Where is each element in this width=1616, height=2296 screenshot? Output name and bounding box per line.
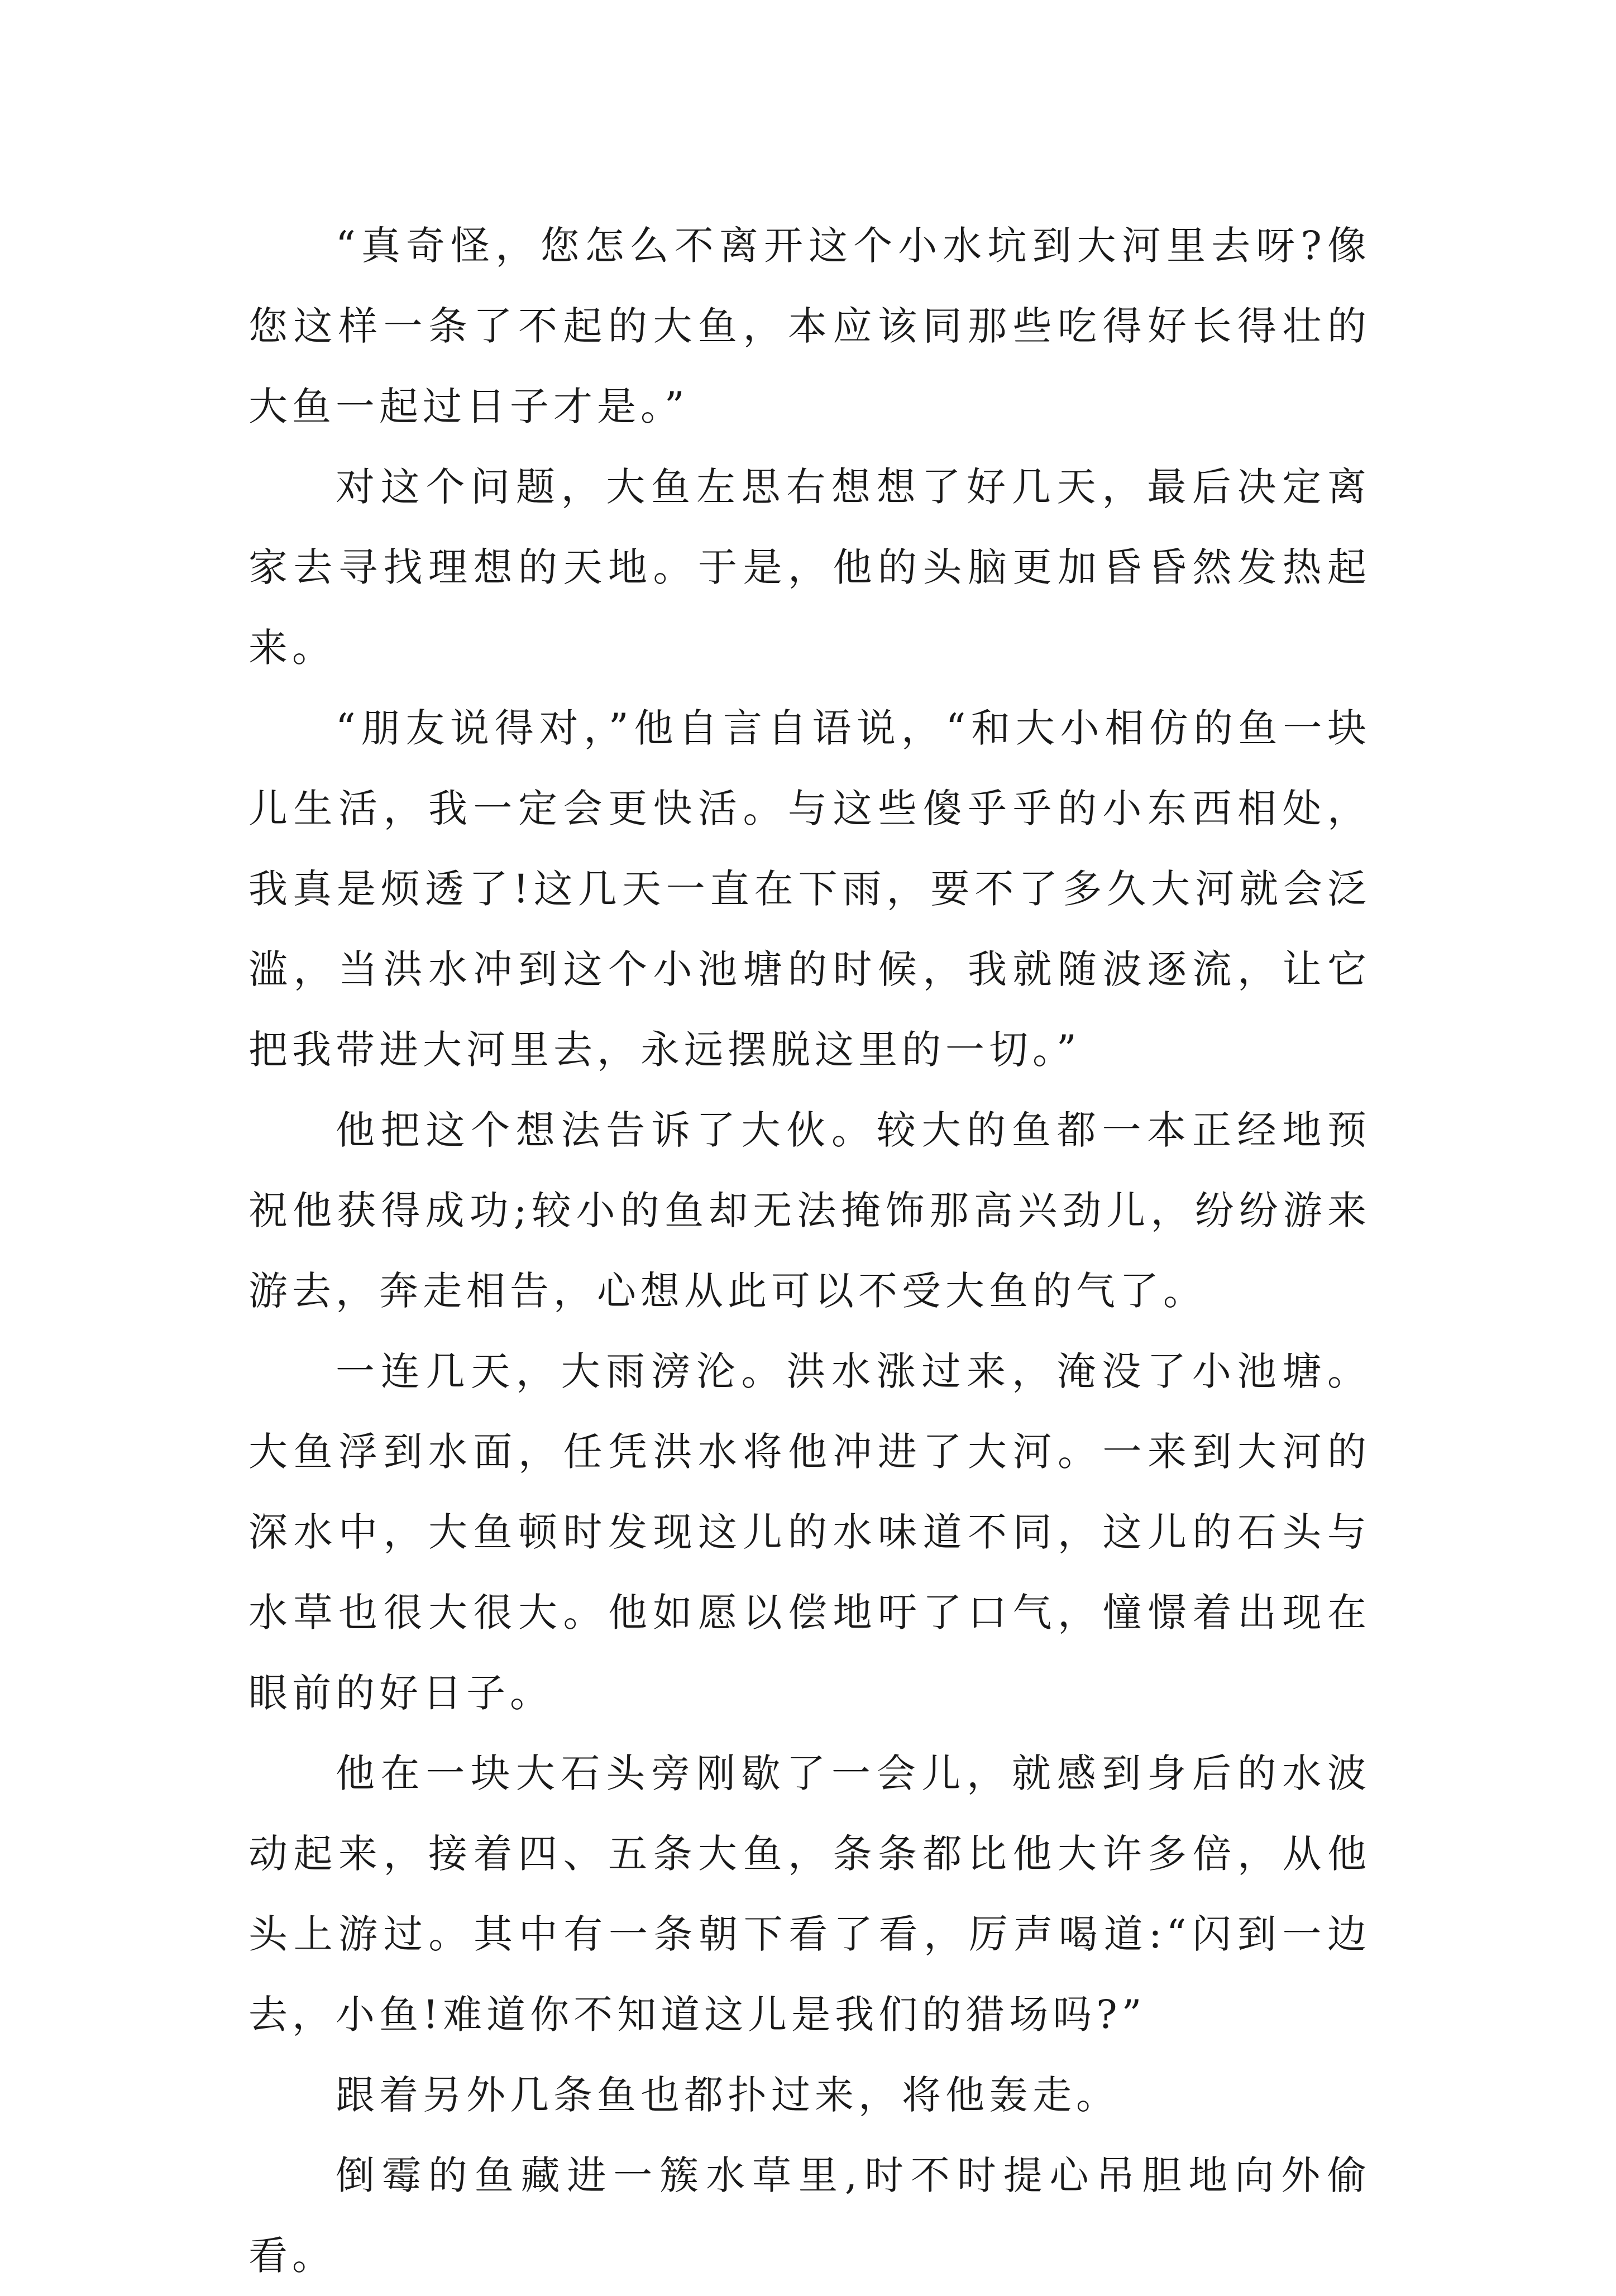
paragraph-4: 他把这个想法告诉了大伙。较大的鱼都一本正经地预祝他获得成功;较小的鱼却无法掩饰那高兴劲儿，纷纷游来游去，奔走相告，心想从此可以不受大鱼的气了。: [248, 1107, 1371, 1314]
story-text: [248, 205, 1371, 2296]
paragraph-6: 他在一块大石头旁刚歇了一会儿，就感到身后的水波动起来，接着四、五条大鱼，条条都比他大许多倍，从他头上游过。其中有一条朝下看了看，厉声喝道:“闪到一边去，小鱼!难道你不知道这儿是我们的猎场吗?”: [248, 1750, 1371, 2037]
paragraph-5: 一连几天，大雨滂沦。洪水涨过来，淹没了小池塘。大鱼浮到水面，任凭洪水将他冲进了大河。一来到大河的深水中，大鱼顿时发现这儿的水味道不同，这儿的石头与水草也很大很大。他如愿以偿地吁了口气，憧憬着出现在眼前的好日子。: [248, 1348, 1371, 1716]
paragraph-1: “真奇怪，您怎么不离开这个小水坑到大河里去呀?像您这样一条了不起的大鱼，本应该同那些吃得好长得壮的大鱼一起过日子才是。”: [248, 223, 1371, 429]
paragraph-2: 对这个问题，大鱼左思右想想了好几天，最后决定离家去寻找理想的天地。于是，他的头脑更加昏昏然发热起来。: [248, 464, 1371, 671]
paragraph-3: “朋友说得对，”他自言自语说，“和大小相仿的鱼一块儿生活，我一定会更快活。与这些傻乎乎的小东西相处，我真是烦透了!这几天一直在下雨，要不了多久大河就会泛滥，当洪水冲到这个小池塘的时候，我就随波逐流，让它把我带进大河里去，永远摆脱这里的一切。”: [248, 705, 1371, 1073]
paragraph-7: 跟着另外几条鱼也都扑过来，将他轰走。: [336, 2072, 1120, 2118]
paragraph-8: 倒霉的鱼藏进一簇水草里,时不时提心吊胆地向外偷看。: [248, 2152, 1371, 2279]
